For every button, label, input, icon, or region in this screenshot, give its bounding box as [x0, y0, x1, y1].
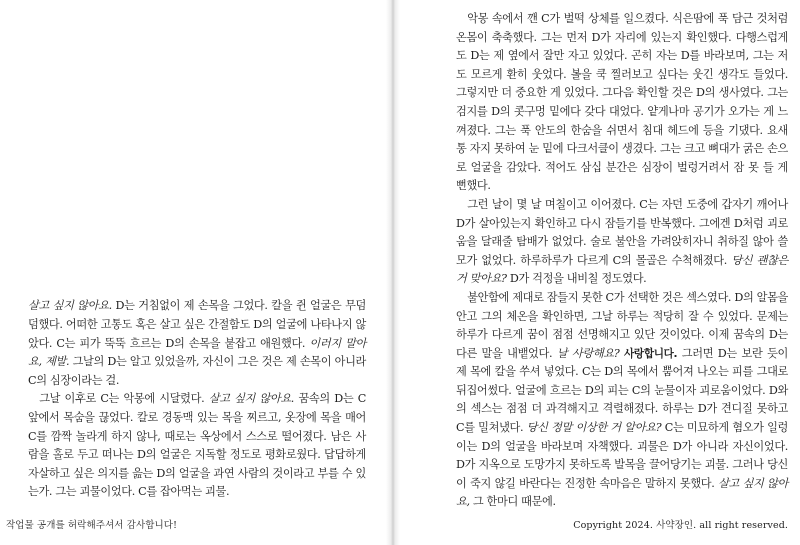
bold-reply: 사랑합니다. — [624, 347, 678, 360]
paragraph-text: 그날의 D는 알고 있었을까, 자신이 그은 것은 제 손목이 아니라 C의 심장이라는 걸. — [28, 355, 366, 387]
paragraph — [28, 297, 366, 390]
italic-dialogue: 날 사랑해요? — [556, 346, 625, 360]
paragraph — [28, 390, 366, 502]
paragraph-text: 그런 날이 몇 날 며칠이고 이어졌다. C는 자던 도중에 갑자기 깨어나 D가 살아있는지 확인하고 다시 잠들기를 반복했다. 그에겐 D처럼 괴로움을 달래줄 탐배가 없었다. 술로 불안을 가려앉히자니 취하질 않아 쓸모가 없었다. 하루하루가 다르게 C의 몰골은 수척해졌다. — [456, 197, 788, 267]
book-gutter — [386, 0, 400, 545]
paragraph-text: 그 한마디 때문에. — [469, 495, 556, 509]
right-page-text — [456, 10, 788, 512]
right-page — [400, 0, 800, 545]
paragraph — [456, 196, 788, 289]
copyright-notice: Copyright 2024. 사약장인. all right reserved. — [573, 520, 788, 531]
italic-dialogue: 살고 싶지 않아요. — [208, 392, 295, 406]
paragraph-text: D가 걱정을 내비칠 정도였다. — [506, 272, 647, 286]
paragraph-text: 악몽 속에서 깬 C가 벌떡 상체를 일으켰다. 식은땀에 푹 담근 것처럼 온몸이 축축했다. 그는 먼저 D가 자리에 있는지 확인했다. 다행스럽게도 D는 제 옆에서 잘만 자고 있었다. 곤히 자는 D를 바라보며, 그는 저도 모르게 환히 웃었다. 볼을 쿡 찔러보고 싶다는 웃긴 생각도 들었다. 그렇지만 더 중요한 게 있었다. 그다음 확인할 것은 D의 생사였다. 그는 검지를 D의 콧구멍 밑에다 갖다 대었다. 얕게나마 공기가 오가는 게 느껴졌다. 그는 푹 안도의 한숨을 쉬면서 침대 헤드에 등을 기댔다. 요새 통 자지 못하여 눈 밑에 다크서클이 생겼다. 그는 크고 뼈대가 굵은 손으로 얼굴을 감았다. 적어도 삼십 분간은 심장이 벌렁거려서 잠 못 들 게 뻔했다. — [456, 12, 788, 193]
paragraph-text: 그날 이후로 C는 악몽에 시달렸다. — [39, 392, 209, 406]
thanks-note: 작업물 공개를 허락해주셔서 감사합니다! — [6, 520, 177, 531]
italic-dialogue: 살고 싶지 않아요, — [456, 476, 789, 509]
paragraph-text: 그러면 D는 보란 듯이 제 목에 칼을 쑤셔 넣었다. C는 D의 목에서 뿜어져 나오는 피를 그대로 뒤집어썼다. 얼굴에 흐르는 D의 피는 C의 눈물이자 괴로움이었다. D와의 섹스는 점점 더 과격해지고 격렬해졌다. 하루는 D가 견디질 못하고 C를 밀쳐냈다. — [456, 346, 788, 435]
paragraph — [456, 289, 788, 512]
paragraph — [456, 10, 788, 196]
left-page-text — [28, 297, 366, 502]
italic-dialogue: 당신 괜찮은 거 맞아요? — [456, 253, 788, 286]
paragraph-text: 불안함에 제대로 잠들지 못한 C가 선택한 것은 섹스였다. D의 알몸을 안고 그의 체온을 확인하면, 그날 하루는 적당히 잘 수 있었다. 문제는 하루가 다르게 꿈이 점점 선명해지고 있단 것이었다. 이제 꿈속의 D는 다른 말을 내뱉었다. — [456, 290, 788, 360]
left-page — [0, 0, 386, 545]
paragraph-text: D는 거침없이 제 손목을 그었다. 칼을 쥔 얼굴은 무덤덤했다. 어떠한 고통도 혹은 살고 싶은 간절함도 D의 얼굴에 나타나지 않았다. C는 피가 뚝뚝 흐르는 D의 손목을 붙잡고 애원했다. — [28, 299, 366, 350]
italic-dialogue: 당신 정말 이상한 거 알아요? — [526, 421, 662, 435]
paragraph-text: C는 미묘하게 혐오가 일렁이는 D의 얼굴을 바라보며 자책했다. 괴물은 D가 아니라 자신이었다. D가 지옥으로 도망가지 못하도록 발목을 끌어당기는 괴물. 그러나 당신이 죽지 않길 바란다는 진정한 속마음은 말하지 못했다. — [456, 421, 788, 490]
italic-dialogue: 이러지 말아요, 제발. — [28, 336, 366, 369]
paragraph-text: 꿈속의 D는 C 앞에서 목숨을 끊었다. 칼로 경동맥 있는 목을 찌르고, 옷장에 목을 매어 C를 깜짝 놀라게 하지 않나, 때로는 옥상에서 스스로 떨어졌다. 남은 사람을 홀로 두고 떠나는 D의 얼굴은 지독할 정도로 평화로웠다. 답답하게 자살하고 싶은 의지를 읊는 D의 얼굴을 과연 사람의 것이라고 부를 수 있는가. 그는 괴물이었다. C를 잡아먹는 괴물. — [28, 392, 367, 499]
italic-dialogue: 살고 싶지 않아요. — [28, 299, 112, 313]
